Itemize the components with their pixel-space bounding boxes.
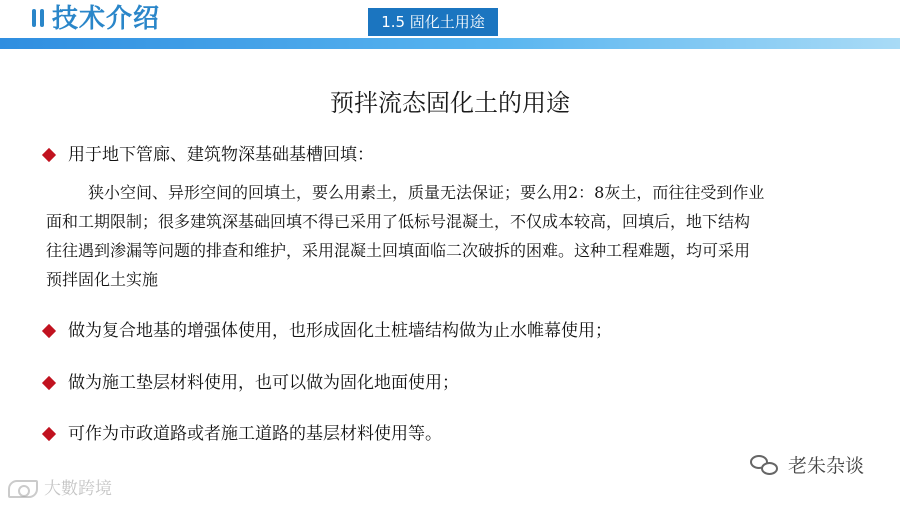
paragraph-line: 狭小空间、异形空间的回填土，要么用素土，质量无法保证；要么用2：8灰土，而往往受到作业	[88, 183, 765, 202]
bullet-item	[44, 371, 459, 395]
subsection-tab: 1.5 固化土用途	[368, 8, 498, 36]
diamond-bullet-icon	[42, 324, 56, 338]
bullet-item	[44, 143, 374, 167]
diamond-bullet-icon	[42, 427, 56, 441]
bullet-text: 用于地下管廊、建筑物深基础基槽回填：	[68, 145, 374, 165]
section-title: 技术介绍	[52, 4, 161, 34]
slide-title: 预拌流态固化土的用途	[330, 89, 570, 117]
paragraph	[46, 178, 854, 294]
roman-numeral-two-icon	[32, 9, 46, 27]
paragraph-line: 面和工期限制；很多建筑深基础回填不得已采用了低标号混凝土，不仅成本较高，回填后，地下结构	[46, 212, 751, 231]
bullet-item	[44, 422, 442, 446]
bullet-text: 做为施工垫层材料使用，也可以做为固化地面使用；	[68, 373, 459, 393]
bullet-text: 可作为市政道路或者施工道路的基层材料使用等。	[68, 424, 442, 444]
bullet-text: 做为复合地基的增强体使用，也形成固化土桩墙结构做为止水帷幕使用；	[68, 321, 612, 341]
watermark-text: 大數跨境	[44, 479, 112, 499]
slide-header	[0, 0, 900, 52]
paragraph-line: 往往遇到渗漏等问题的排查和维护，采用混凝土回填面临二次破拆的困难。这种工程难题，均可采用	[46, 241, 751, 260]
source-watermark	[750, 454, 864, 478]
bullet-item	[44, 319, 612, 343]
logo-icon	[8, 480, 38, 498]
wechat-icon	[750, 455, 780, 477]
paragraph-line: 预拌固化土实施	[46, 270, 159, 289]
diamond-bullet-icon	[42, 376, 56, 390]
corner-watermark	[8, 478, 112, 500]
diamond-bullet-icon	[42, 148, 56, 162]
header-bar	[0, 38, 900, 49]
watermark-text: 老朱杂谈	[787, 455, 864, 477]
